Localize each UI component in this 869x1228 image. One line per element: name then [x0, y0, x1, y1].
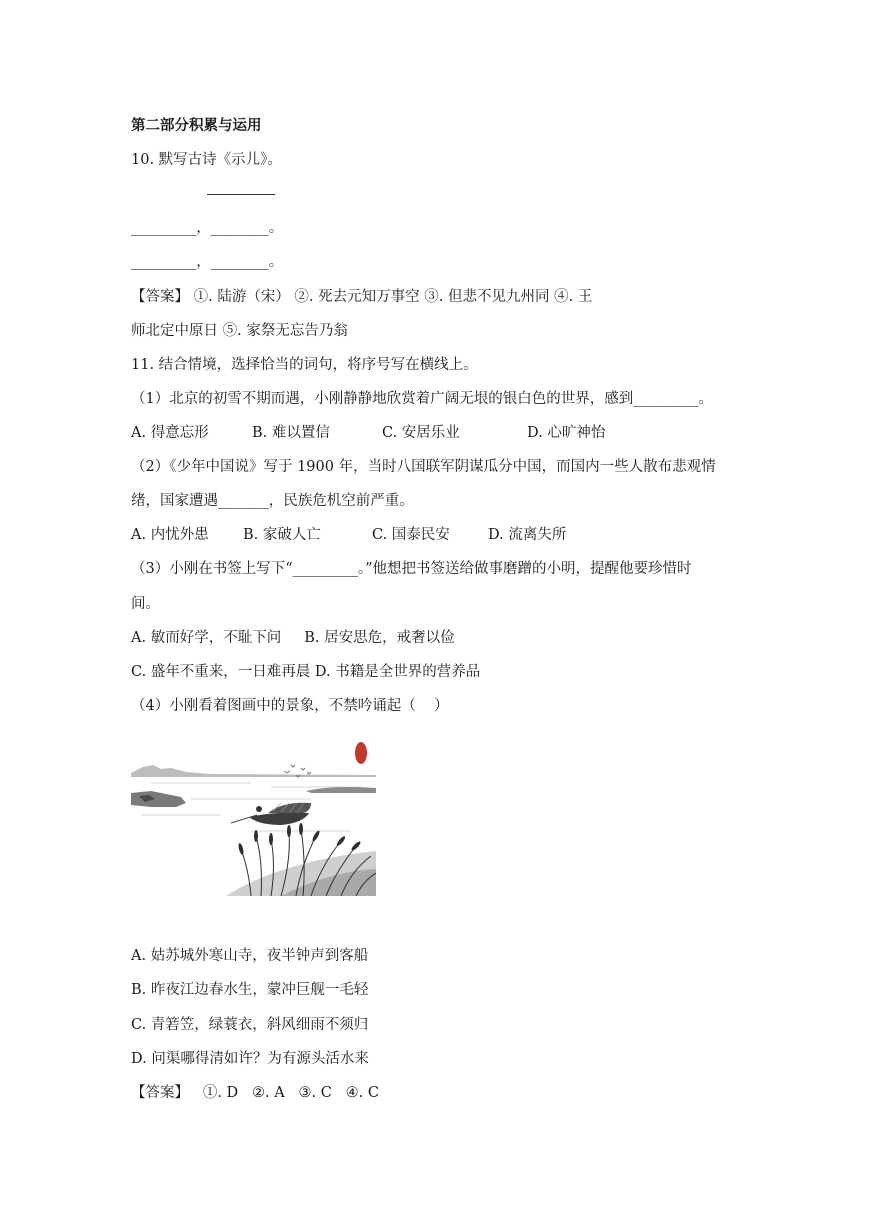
option-c: C. 安居乐业 — [382, 425, 460, 441]
option-row — [131, 421, 605, 442]
question-10-stem: 10. 默写古诗《示儿》。 — [131, 152, 282, 168]
option-a: A. 内忧外患 — [131, 527, 209, 543]
option-b: B. 昨夜江边春水生，蒙冲巨舰一毛轻 — [131, 982, 369, 998]
subquestion-3-cont: 间。 — [131, 596, 160, 612]
subquestion-1: （1）北京的初雪不期而遇，小刚静静地欣赏着广阔无垠的银白色的世界，感到_________。 — [131, 391, 713, 407]
option-d: D. 心旷神怡 — [527, 425, 606, 441]
option-row: A. 敏而好学，不耻下问 B. 居安思危，戒奢以俭 — [131, 630, 455, 646]
answer-10-line: 师北定中原日 ⑤. 家祭无忘告乃翁 — [131, 323, 348, 339]
subquestion-3: （3）小刚在书签上写下“_________。”他想把书签送给做事磨蹭的小明，提醒他要珍惜时 — [131, 561, 692, 577]
subquestion-4: （4）小刚看着图画中的景象，不禁吟诵起（ ） — [131, 698, 449, 714]
question-11-stem: 11. 结合情境，选择恰当的词句，将序号写在横线上。 — [131, 357, 478, 373]
option-d: D. 问渠哪得清如许？为有源头活水来 — [131, 1051, 369, 1067]
option-d: D. 流离失所 — [488, 527, 567, 543]
option-c: C. 青箬笠，绿蓑衣，斜风细雨不须归 — [131, 1017, 369, 1033]
poem-blank-line: _________，________。 — [131, 254, 284, 270]
option-row — [131, 523, 566, 544]
option-b: B. 家破人亡 — [243, 527, 321, 543]
subquestion-2-cont: 绪，国家遭遇_______，民族危机空前严重。 — [131, 493, 414, 509]
subquestion-2: （2）《少年中国说》写于 1900 年，当时八国联军阴谋瓜分中国，而国内一些人散布悲观情 — [131, 459, 716, 475]
answer-10-line: 【答案】 ①. 陆游（宋） ②. 死去元知万事空 ③. 但悲不见九州同 ④. 王 — [131, 289, 593, 305]
answer-blank — [207, 194, 275, 195]
option-row: C. 盛年不重来，一日难再晨 D. 书籍是全世界的营养品 — [131, 664, 481, 680]
section-title: 第二部分积累与运用 — [131, 118, 262, 134]
answer-11: 【答案】 ①. D ②. A ③. C ④. C — [131, 1085, 379, 1101]
option-b: B. 难以置信 — [252, 425, 330, 441]
option-a: A. 得意忘形 — [131, 425, 209, 441]
option-c: C. 国泰民安 — [372, 527, 450, 543]
ink-painting-image — [131, 741, 376, 896]
option-a: A. 姑苏城外寒山寺，夜半钟声到客船 — [131, 948, 369, 964]
poem-blank-line: _________，________。 — [131, 220, 284, 236]
